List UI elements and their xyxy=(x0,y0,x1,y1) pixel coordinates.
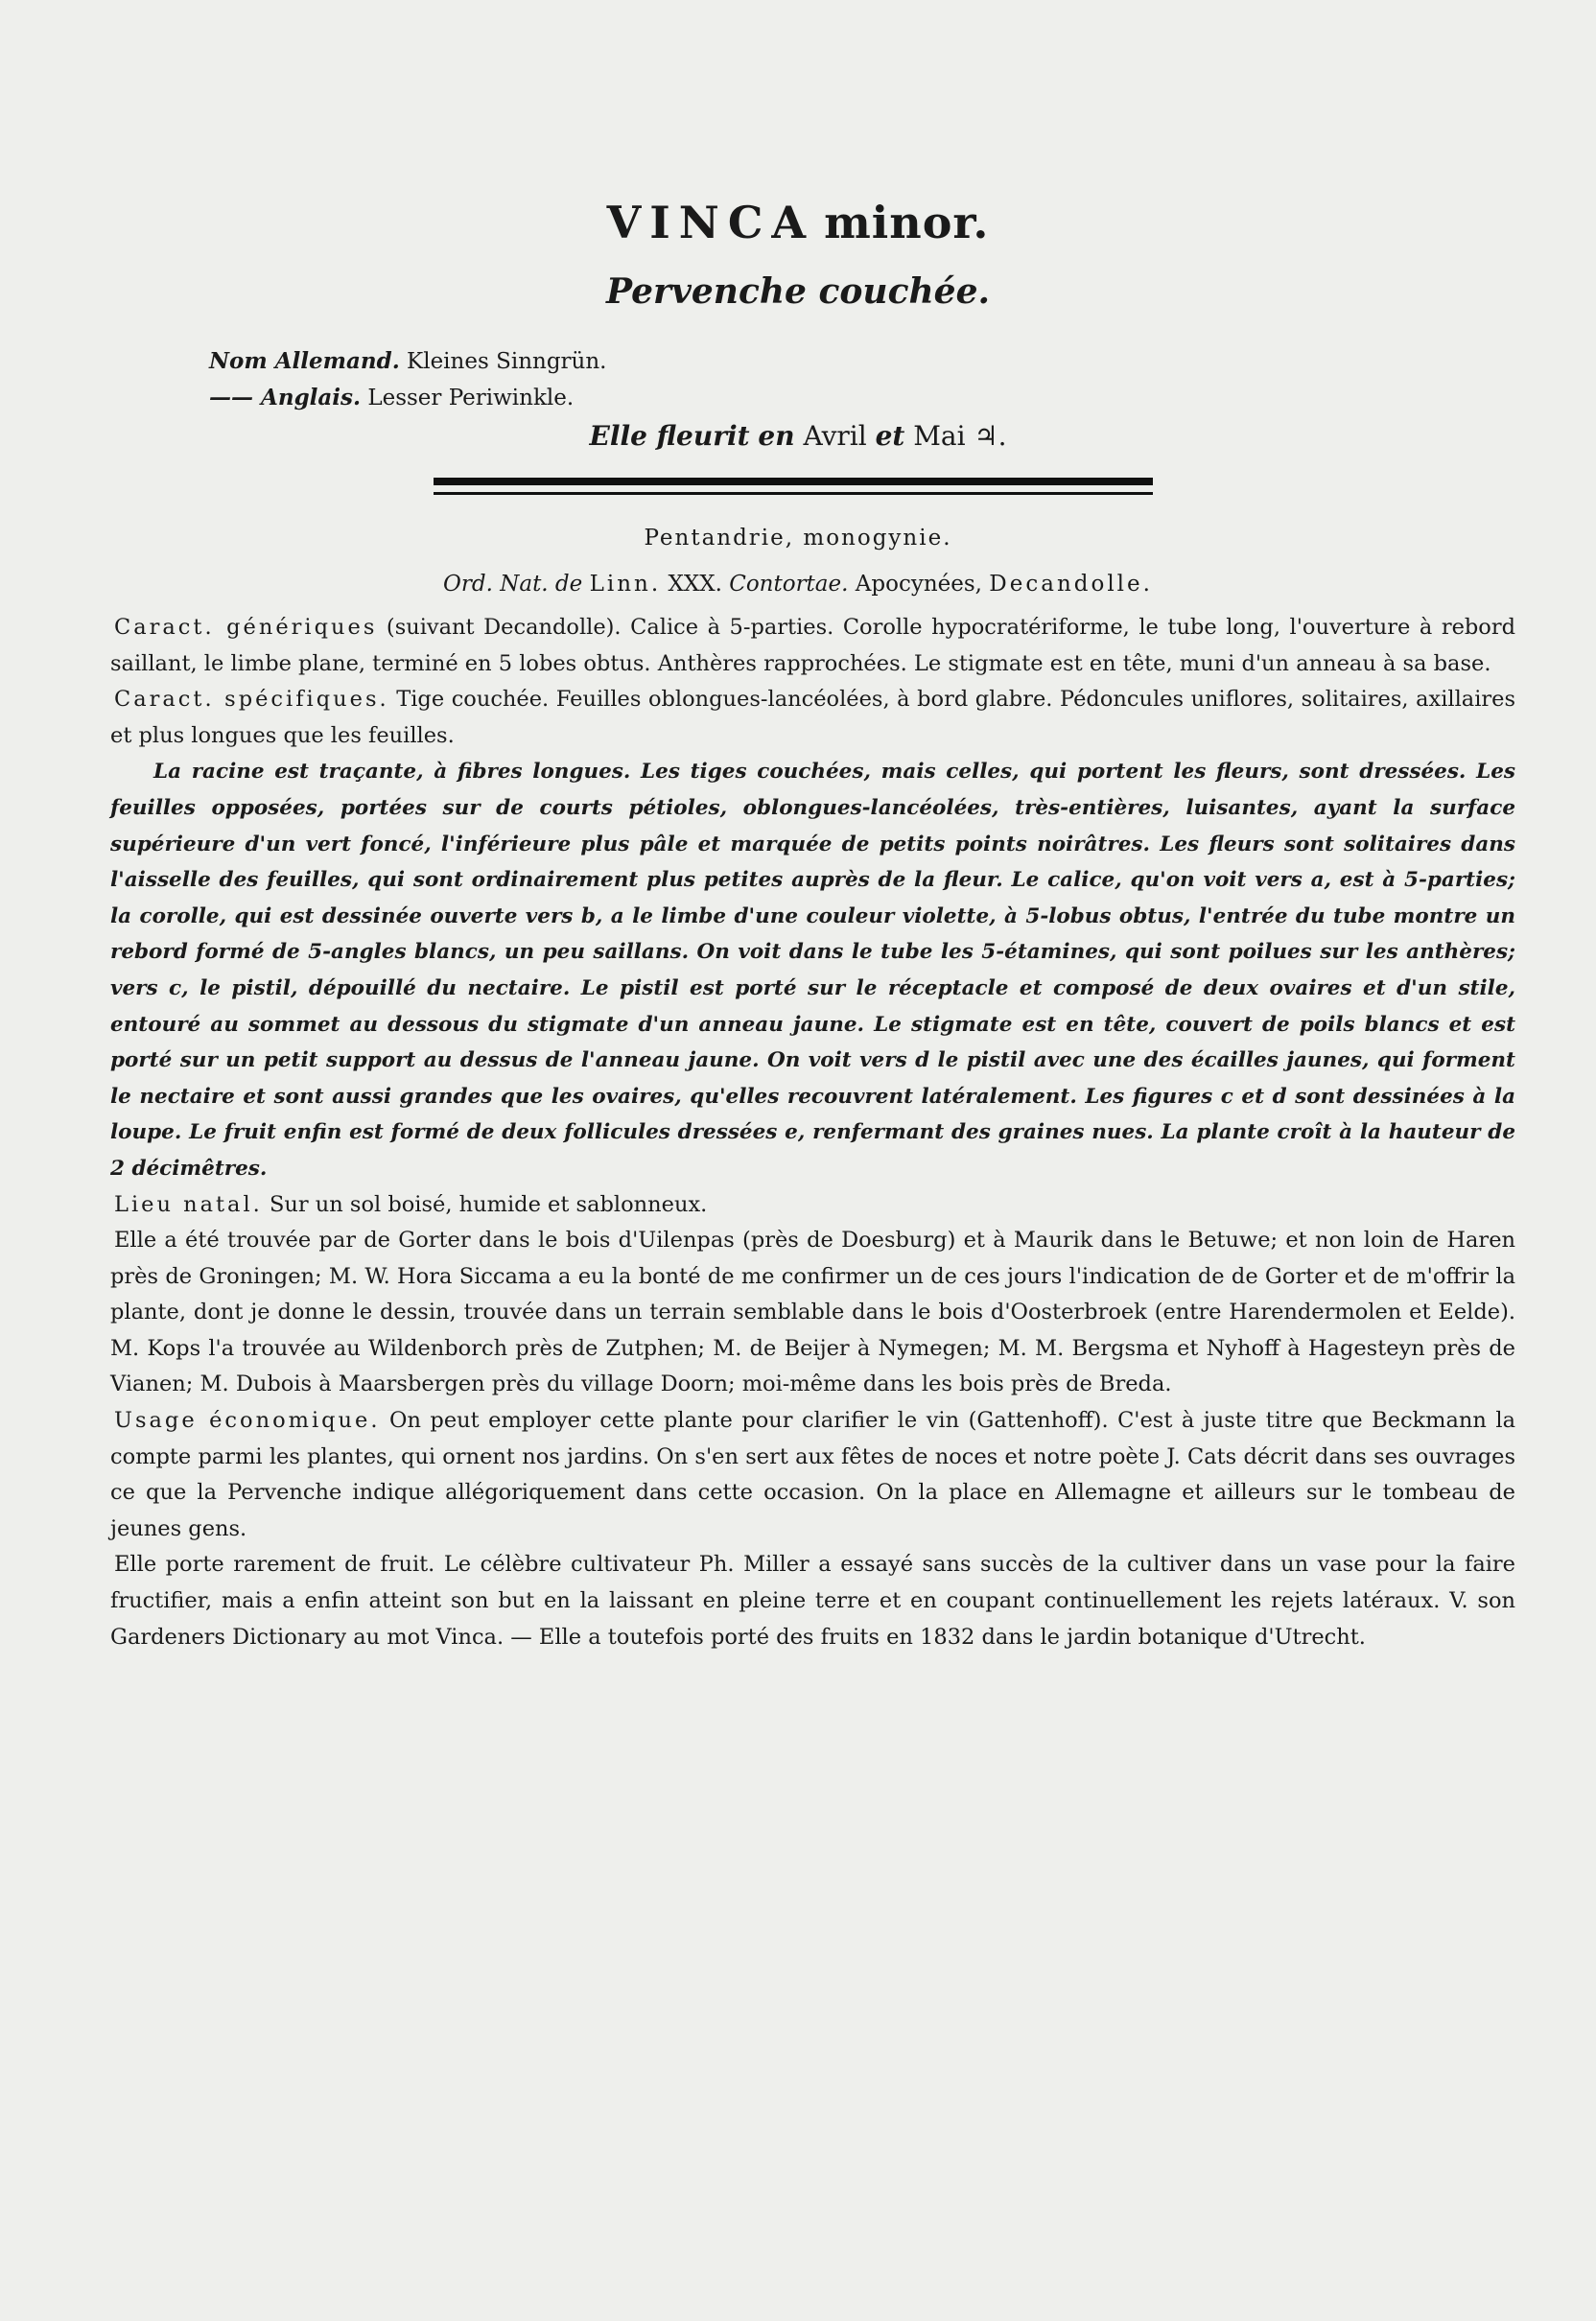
generic-head: Caract. génériques xyxy=(114,615,378,640)
divider-thin xyxy=(434,492,1153,495)
natural-order xyxy=(0,572,1596,597)
bloom-period xyxy=(0,420,1596,452)
generic-characters xyxy=(110,610,1515,682)
usage-head: Usage économique. xyxy=(114,1408,381,1434)
name-german-label: Nom Allemand. xyxy=(209,348,400,374)
bloom-d: et xyxy=(875,420,905,452)
specific-text: Tige couchée. Feuilles oblongues-lancéolées, à bord glabre. Pédoncules uniflores, solitaires, axillaires et plus longues que les feuilles. xyxy=(110,687,1516,748)
bloom-e: Mai ♃. xyxy=(913,420,1007,452)
bloom-b: en xyxy=(758,420,795,452)
specific-head: Caract. spécifiques. xyxy=(114,687,389,713)
fruit-note: Elle porte rarement de fruit. Le célèbre cultivateur Ph. Miller a essayé sans succès de la cultiver dans un vase pour la faire fructifier, mais a enfin atteint son but en la laissant en pleine terre et en coupant continuellement les rejets latéraux. V. son Gardeners Dictionary au mot Vinca. — Elle a toutefois porté des fruits en 1832 dans le jardin botanique d'Utrecht. xyxy=(110,1552,1515,1650)
order-d: Contortae. xyxy=(729,572,849,597)
name-english-value: Lesser Periwinkle. xyxy=(367,386,575,410)
habitat xyxy=(110,1187,1515,1224)
order-c: XXX. xyxy=(668,572,722,597)
order-f: Decandolle. xyxy=(989,572,1153,597)
order-b: Linn. xyxy=(589,572,662,597)
generic-text: (suivant Decandolle). Calice à 5-parties. Corolle hypocratériforme, le tube long, l'ouverture à rebord saillant, le limbe plane, terminé en 5 lobes obtus. Anthères rapprochées. Le stigmate est en tête, muni d'un anneau à sa base. xyxy=(110,615,1515,676)
page-subtitle: Pervenche couchée. xyxy=(605,271,991,312)
usage-text: On peut employer cette plante pour clarifier le vin (Gattenhoff). C'est à juste titre que Beckmann la compte parmi les plantes, qui ornent nos jardins. On s'en sert aux fêtes de noces et notre poète J. Cats décrit dans ses ouvrages ce que la Pervenche indique allégoriquement dans cette occasion. On la place en Allemagne et ailleurs sur le tombeau de jeunes gens. xyxy=(110,1408,1516,1541)
localities: Elle a été trouvée par de Gorter dans le bois d'Uilenpas (près de Doesburg) et à Maurik dans le Betuwe; et non loin de Haren près de Groningen; M. W. Hora Siccama a eu la bonté de me confirmer un de ces jours l'indication de de Gorter et de m'offrir la plante, dont je donne le dessin, trouvée dans un terrain semblable dans le bois d'Oosterbroek (entre Harendermolen et Eelde). M. Kops l'a trouvée au Wildenborch près de Zutphen; M. de Beijer à Nymegen; M. M. Bergsma et Nyhoff à Hagesteyn près de Vianen; M. Dubois à Maarsbergen près du village Doorn; moi-même dans les bois près de Breda. xyxy=(110,1228,1515,1397)
habitat-text: Sur un sol boisé, humide et sablonneux. xyxy=(269,1191,708,1217)
common-names xyxy=(209,343,606,416)
name-english-label: —— Anglais. xyxy=(209,385,361,410)
name-german-value: Kleines Sinngrün. xyxy=(407,349,607,374)
specific-characters xyxy=(110,682,1515,754)
usage xyxy=(110,1403,1515,1547)
body-text xyxy=(110,610,1515,1655)
bloom-c: Avril xyxy=(803,420,867,452)
title-genus: VINCA xyxy=(606,197,815,248)
bloom-a: Elle fleurit xyxy=(589,420,750,452)
divider-thick xyxy=(434,478,1153,485)
page-title xyxy=(0,197,1596,248)
order-a: Ord. Nat. de xyxy=(443,572,583,597)
order-e: Apocynées, xyxy=(855,572,982,597)
description: La racine est traçante, à fibres longues. Les tiges couchées, mais celles, qui portent les fleurs, sont dressées. Les feuilles opposées, portées sur de courts pétioles, oblongues-lancéolées, très-entières, luisantes, ayant la surface supérieure d'un vert foncé, l'inférieure plus pâle et marquée de petits points noirâtres. Les fleurs sont solitaires dans l'aisselle des feuilles, qui sont ordinairement plus petites auprès de la fleur. Le calice, qu'on voit vers a, est à 5-parties; la corolle, qui est dessinée ouverte vers b, a le limbe d'une couleur violette, à 5-lobus obtus, l'entrée du tube montre un rebord formé de 5-angles blancs, un peu saillans. On voit dans le tube les 5-étamines, qui sont poilues sur les anthères; vers c, le pistil, dépouillé du nectaire. Le pistil est porté sur le réceptacle et composé de deux ovaires et d'un stile, entouré au sommet au dessous du stigmate d'un anneau jaune. Le stigmate est en tête, couvert de poils blancs et est porté sur un petit support au dessus de l'anneau jaune. On voit vers d le pistil avec une des écailles jaunes, qui forment le nectaire et sont aussi grandes que les ovaires, qu'elles recouvrent latéralement. Les figures c et d sont dessinées à la loupe. Le fruit enfin est formé de deux follicules dressées e, renfermant des graines nues. La plante croît à la hauteur de 2 décimêtres. xyxy=(110,760,1515,1181)
habitat-head: Lieu natal. xyxy=(114,1191,263,1217)
classification: Pentandrie, monogynie. xyxy=(644,526,952,551)
name-english xyxy=(209,380,606,416)
title-species: minor. xyxy=(824,197,990,248)
name-german xyxy=(209,343,606,380)
